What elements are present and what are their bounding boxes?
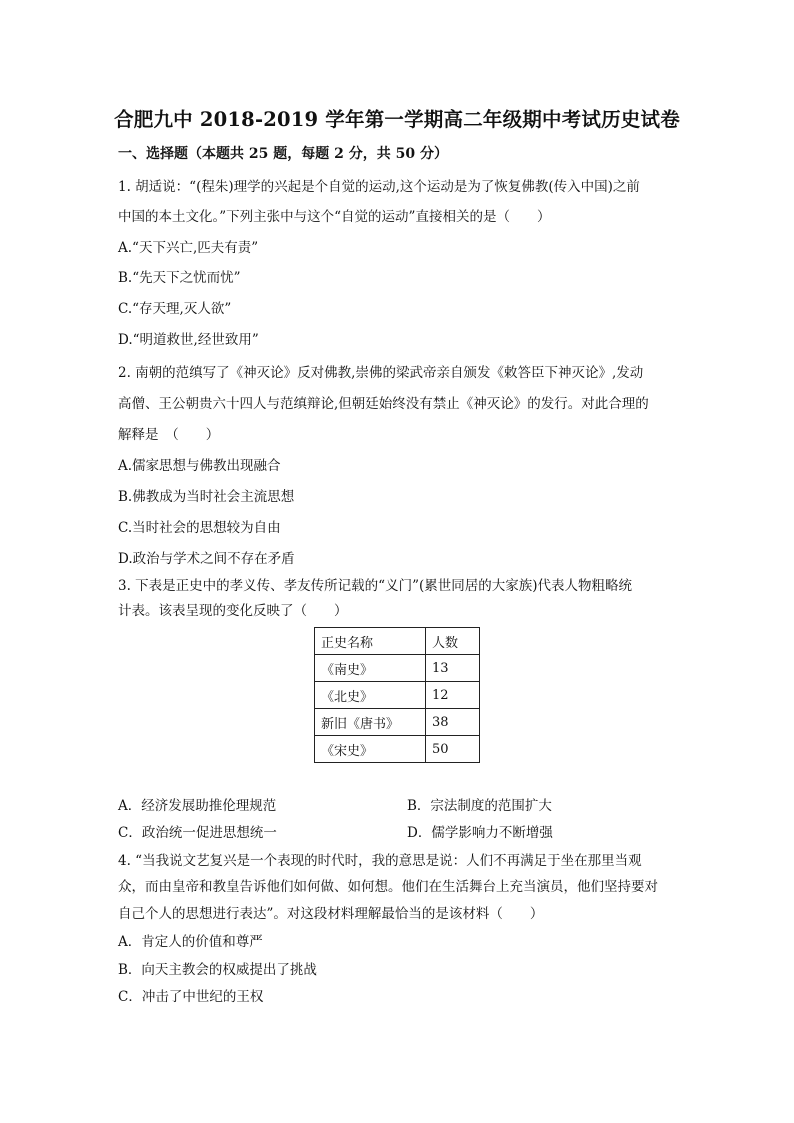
q3-option-a: A．经济发展助推伦理规范: [118, 798, 277, 814]
q2-stem-line-3: 解释是 （ ）: [118, 427, 220, 443]
q1-option-d: D.“明道救世,经世致用”: [118, 332, 259, 348]
table-row: [315, 655, 480, 682]
q4-stem-line-3: 自己个人的思想进行表达”。对这段材料理解最恰当的是该材料（ ）: [118, 906, 544, 922]
q4-stem-line-2: 众，而由皇帝和教皇告诉他们如何做、如何想。他们在生活舞台上充当演员，他们坚持要对: [118, 879, 658, 895]
table-cell: 13: [426, 655, 480, 682]
q2-option-b: B.佛教成为当时社会主流思想: [118, 489, 295, 505]
q3-stem-line-1: 3. 下表是正史中的孝义传、孝友传所记载的“义门”(累世同居的大家族)代表人物粗略统: [118, 578, 633, 594]
q3-option-d: D．儒学影响力不断增强: [407, 825, 553, 841]
table-cell: 《南史》: [315, 655, 426, 682]
table-header-row: [315, 628, 480, 655]
q4-option-c: C．冲击了中世纪的王权: [118, 989, 264, 1005]
table-row: [315, 709, 480, 736]
table-cell: 50: [426, 736, 480, 763]
q4-option-a: A．肯定人的价值和尊严: [118, 934, 263, 950]
table-row: [315, 682, 480, 709]
table-cell: 38: [426, 709, 480, 736]
q1-option-c: C.“存天理,灭人欲”: [118, 301, 232, 317]
q3-option-c: C．政治统一促进思想统一: [118, 825, 277, 841]
table-header-cell: 正史名称: [315, 628, 426, 655]
q4-option-b: B．向天主教会的权威提出了挑战: [118, 962, 317, 978]
yimen-statistics-table: [314, 627, 480, 763]
section-heading: 一、选择题（本题共 25 题，每题 2 分，共 50 分）: [118, 146, 448, 162]
q3-option-b: B．宗法制度的范围扩大: [407, 798, 552, 814]
q2-option-a: A.儒家思想与佛教出现融合: [118, 458, 281, 474]
table-cell: 《北史》: [315, 682, 426, 709]
q2-stem-line-2: 高僧、王公朝贵六十四人与范缜辩论,但朝廷始终没有禁止《神灭论》的发行。对此合理的: [118, 396, 649, 412]
exam-title: 合肥九中 2018-2019 学年第一学期高二年级期中考试历史试卷: [114, 108, 680, 131]
q4-stem-line-1: 4. “当我说文艺复兴是一个表现的时代时，我的意思是说：人们不再满足于坐在那里当观: [118, 853, 642, 869]
table-row: [315, 736, 480, 763]
table-cell: 12: [426, 682, 480, 709]
q1-option-a: A.“天下兴亡,匹夫有责”: [118, 240, 259, 256]
q2-option-c: C.当时社会的思想较为自由: [118, 520, 281, 536]
q1-option-b: B.“先天下之忧而忧”: [118, 270, 241, 286]
q2-option-d: D.政治与学术之间不存在矛盾: [118, 551, 295, 567]
table-header-cell: 人数: [426, 628, 480, 655]
table-cell: 《宋史》: [315, 736, 426, 763]
q2-stem-line-1: 2. 南朝的范缜写了《神灭论》反对佛教,崇佛的梁武帝亲自颁发《敕答臣下神灭论》,发动: [118, 365, 644, 381]
q1-stem-line-1: 1. 胡适说：“(程朱)理学的兴起是个自觉的运动,这个运动是为了恢复佛教(传入中国)之前: [118, 179, 640, 195]
table-cell: 新旧《唐书》: [315, 709, 426, 736]
q1-stem-line-2: 中国的本土文化。”下列主张中与这个“自觉的运动”直接相关的是（ ）: [118, 209, 551, 225]
q3-stem-line-2: 计表。该表呈现的变化反映了（ ）: [118, 603, 348, 619]
